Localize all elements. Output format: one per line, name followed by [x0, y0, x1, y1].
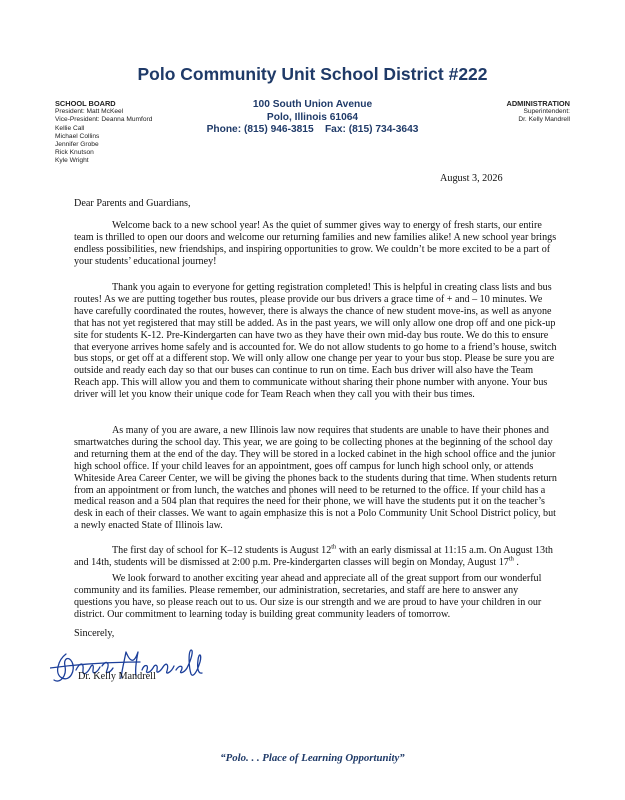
paragraph-text: We look forward to another exciting year ahead and appreciate all of the great support from our wonderful community and its families. Please remember, our administration, secretaries, and staff are here to answer any questions you have, so please reach out to us. Our size is our strength and we are proud to have your children in our district. Our commitment to learning today is building great community leaders of tomorrow.	[74, 573, 542, 620]
school-board-heading: SCHOOL BOARD	[55, 99, 116, 108]
administration-name: Dr. Kelly Mandrell	[518, 116, 570, 124]
paragraph-phone-law	[74, 425, 558, 532]
district-title: Polo Community Unit School District #222	[137, 64, 488, 84]
phone-label: Phone:	[206, 124, 242, 135]
paragraph-text	[74, 545, 558, 569]
street-address: 100 South Union Avenue	[252, 99, 373, 110]
letter-date: August 3, 2026	[440, 173, 503, 184]
paragraph-closing	[74, 573, 558, 621]
school-board-list	[55, 100, 152, 166]
paragraph-text: Welcome back to a new school year! As the quiet of summer gives way to energy of fresh starts, our entire team is thrilled to open our doors and welcome our returning families and new families alike! A new school year brings endless possibilities, new friendships, and inspiring opportunities to grow. We couldn’t be more excited to be a part of your students’ educational journey!	[74, 220, 557, 267]
salutation: Dear Parents and Guardians,	[74, 198, 191, 209]
board-member: Michael Collins	[55, 132, 100, 140]
board-member: Vice-President: Deanna Mumford	[55, 116, 153, 124]
board-member: Jennifer Grobe	[55, 141, 99, 149]
district-address	[190, 99, 435, 137]
board-member: Kyle Wright	[55, 157, 89, 165]
first-day-text-1: The first day of school for K–12 students is August 12	[112, 545, 332, 556]
signer-name: Dr. Kelly Mandrell	[78, 671, 156, 682]
ordinal-suffix: th	[331, 543, 337, 551]
city-address: Polo, Illinois 61064	[266, 111, 359, 123]
administration-heading: ADMINISTRATION	[506, 99, 570, 108]
paragraph-bus-routes	[74, 282, 558, 401]
phone-number: (815) 946-3815	[243, 124, 314, 135]
ordinal-suffix: th	[508, 555, 514, 563]
paragraph-text: Thank you again to everyone for getting registration completed! This is helpful in creating class lists and bus routes! As we are putting together bus routes, please provide our bus drivers a grace time of + and – 10 minutes. We have carefully coordinated the routes, however, there is always the chance of new student move-ins, as well as anyone that has not yet registered that may still be added. As in the past years, we will only allow one drop off and one pick-up site for students K-12. Pre-Kindergarten can have two as they have their own mid-day bus route. We do this to ensure that everyone arrives home safely and is accounted for. We do not allow students to go home to a friend’s house, switch bus stops, or get off at a different stop. We will only allow one change per year to your bus stop. Please be sure you are outside and ready each day so that our buses can continue to run on time. Each bus driver will also have the Team Reach app. This will allow you and them to communicate without sharing their phone number with anyone. Your bus driver will let you know their unique code for Team Reach when they call you with their bus times.	[74, 282, 557, 401]
board-member: Kellie Call	[55, 124, 85, 132]
district-motto: “Polo. . . Place of Learning Opportunity”	[220, 752, 405, 764]
contact-line	[190, 124, 435, 137]
fax-number: (815) 734-3643	[348, 124, 419, 135]
board-member: Rick Knutson	[55, 149, 94, 157]
closing: Sincerely,	[74, 628, 115, 639]
administration-role: Superintendent:	[523, 108, 570, 116]
paragraph-text: As many of you are aware, a new Illinois law now requires that students are unable to have their phones and smartwatches during the school day. This year, we are going to be collecting phones at the beginning of the school day and returning them at the end of the day. They will be stored in a locked cabinet in the high school office and the junior high school office. If your child leaves for an appointment, goes off campus for lunch high school only, or attends Whiteside Area Career Center, we will be giving the phones back to the students during that time. When students return from an appointment or from lunch, the watches and phones will need to be returned to the office. If your child has a medical reason and a 504 plan that requires the need for their phone, we will have the students put it on the teacher’s desk in each of their classes. We want to again emphasize this is not a Polo Community Unit School District policy, but a newly enacted State of Illinois law.	[74, 425, 557, 532]
first-day-text-3: .	[513, 556, 519, 568]
first-day-text-2: with an early dismissal at 11:15 a.m. On August 13th and 14th, students will be dismissed at 2:00 p.m. Pre-kindergarten classes will begin on Monday, August 17	[74, 545, 553, 568]
paragraph-welcome	[74, 220, 558, 268]
fax-label: Fax:	[324, 124, 346, 135]
paragraph-first-day	[74, 545, 558, 569]
board-member: President: Matt McKeel	[55, 108, 124, 116]
administration-block	[507, 100, 571, 125]
